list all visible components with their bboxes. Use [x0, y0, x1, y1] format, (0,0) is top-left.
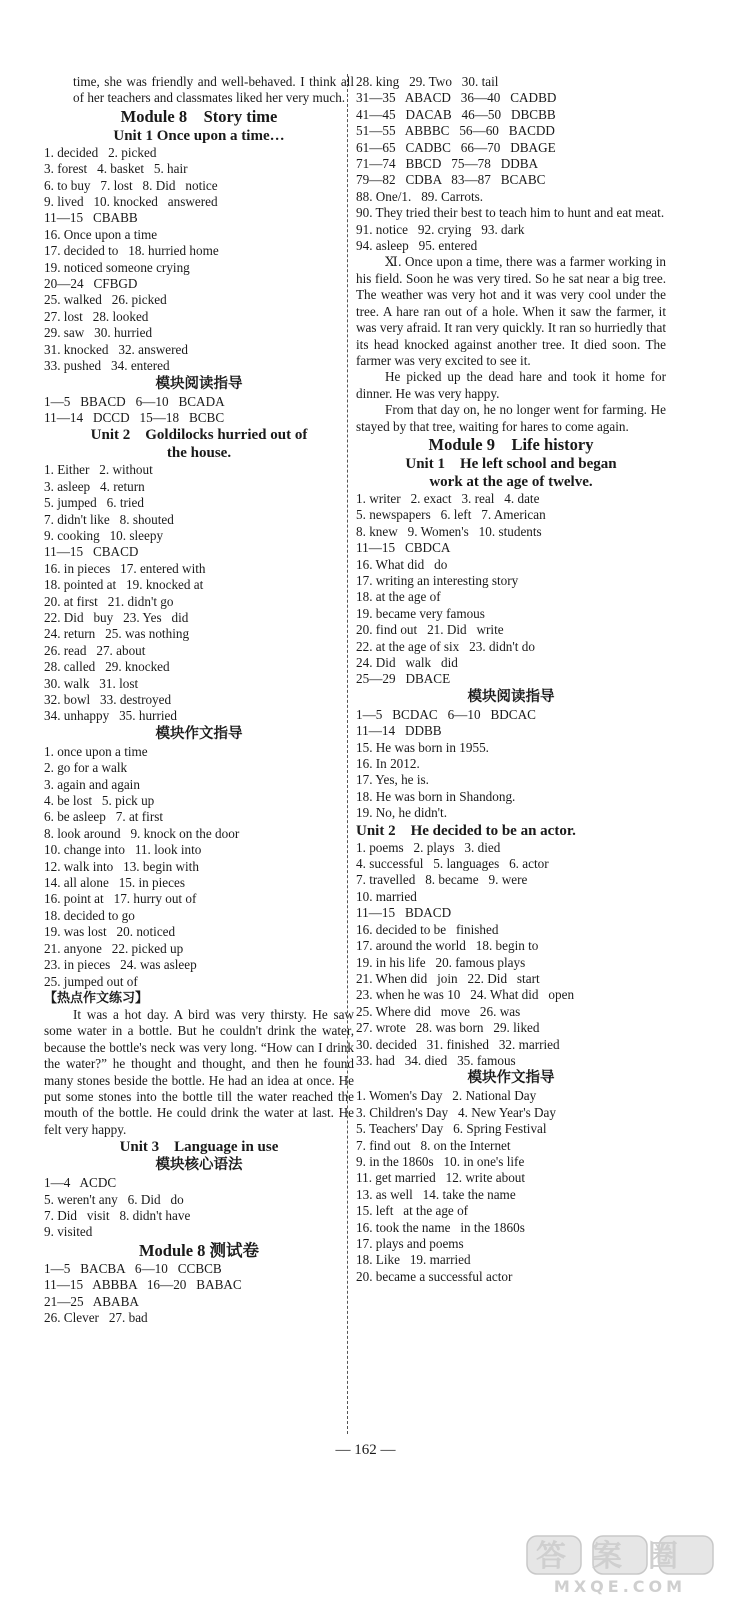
answer-line: 19. noticed someone crying [44, 259, 190, 275]
unit-heading: Unit 1 Once upon a time… [113, 127, 285, 144]
answer-line: 10. change into 11. look into [44, 842, 202, 858]
answer-line: 33. had 34. died 35. famous [356, 1052, 516, 1068]
watermark-logo [523, 1534, 723, 1596]
answer-line: 71—74 BBCD 75—78 DDBA [356, 156, 539, 172]
answer-line: 11—15 CBDCA [356, 540, 451, 556]
answer-line: 24. return 25. was nothing [44, 626, 190, 642]
answer-line: 20—24 CFBGD [44, 276, 138, 292]
answer-line: 8. knew 9. Women's 10. students [356, 523, 542, 539]
answer-line: 1. Women's Day 2. National Day [356, 1088, 537, 1104]
answer-line: 20. at first 21. didn't go [44, 593, 174, 609]
answer-line: 14. all alone 15. in pieces [44, 875, 185, 891]
unit-heading: Unit 2 He decided to be an actor. [356, 822, 576, 839]
essay-paragraph: He picked up the dead hare and took it home for dinner. He was very happy. [356, 369, 666, 401]
answer-line: 16. point at 17. hurry out of [44, 891, 197, 907]
answer-line: 11—15 CBACD [44, 544, 139, 560]
answer-line: 3. again and again [44, 776, 140, 792]
answer-line: 4. successful 5. languages 6. actor [356, 856, 549, 872]
page-number: — 162 — [335, 1442, 396, 1458]
answer-line: 1. Either 2. without [44, 462, 153, 478]
answer-line: 11—15 CBABB [44, 210, 138, 226]
answer-line: 5. weren't any 6. Did do [44, 1191, 184, 1207]
answer-line: 19. No, he didn't. [356, 805, 448, 821]
section-heading: 模块阅读指导 [155, 375, 243, 392]
answer-line: 5. newspapers 6. left 7. American [356, 507, 546, 523]
answer-line: 13. as well 14. take the name [356, 1186, 516, 1202]
answer-line: 88. One/1. 89. Carrots. [356, 188, 484, 204]
answer-line: 17. writing an interesting story [356, 572, 519, 588]
answer-line: 18. decided to go [44, 907, 135, 923]
answer-line: 1. decided 2. picked [44, 144, 157, 160]
answer-line: 25. Where did move 26. was [356, 1003, 521, 1019]
left-column [44, 74, 354, 1326]
answer-line: 17. decided to 18. hurried home [44, 243, 219, 259]
answer-line: 1—4 ACDC [44, 1175, 117, 1191]
answer-line: 2. go for a walk [44, 760, 128, 776]
answer-line: 1—5 BBACD 6—10 BCADA [44, 393, 225, 409]
answer-line: 34. unhappy 35. hurried [44, 708, 177, 724]
answer-line: 6. be asleep 7. at first [44, 809, 164, 825]
module-heading: Module 9 Life history [428, 434, 594, 454]
answer-line: 19. was lost 20. noticed [44, 924, 176, 940]
answer-line: 30. decided 31. finished 32. married [356, 1036, 560, 1052]
answer-line: 11—14 DCCD 15—18 BCBC [44, 409, 225, 425]
unit-heading: Unit 2 Goldilocks hurried out of [90, 427, 308, 444]
answer-line: 22. at the age of six 23. didn't do [356, 638, 535, 654]
answer-line: 16. decided to be finished [356, 921, 499, 937]
answer-line: 8. look around 9. knock on the door [44, 825, 240, 841]
answer-line: 26. read 27. about [44, 642, 146, 658]
answer-line: 27. lost 28. looked [44, 308, 149, 324]
answer-line: 18. Like 19. married [356, 1252, 471, 1268]
watermark-text-top: 答案圈 [536, 1539, 704, 1574]
answer-line: 16. took the name in the 1860s [356, 1219, 525, 1235]
unit-heading: the house. [166, 445, 232, 462]
answer-line: 21. anyone 22. picked up [44, 940, 184, 956]
answer-line: 79—82 CDBA 83—87 BCABC [356, 172, 546, 188]
answer-line: 19. became very famous [356, 605, 485, 621]
answer-line: 9. in the 1860s 10. in one's life [356, 1153, 525, 1169]
column-divider [347, 74, 348, 1434]
answer-line: 16. In 2012. [356, 756, 420, 772]
answer-line: 29. saw 30. hurried [44, 325, 153, 341]
answer-line: 11—15 BDACD [356, 905, 452, 921]
answer-line: 11. get married 12. write about [356, 1170, 526, 1186]
answer-line: 20. find out 21. Did write [356, 622, 504, 638]
section-heading: 模块作文指导 [155, 725, 243, 742]
right-column [356, 74, 666, 1285]
answer-line: 16. Once upon a time [44, 226, 158, 242]
answer-line: 4. be lost 5. pick up [44, 793, 155, 809]
answer-line: 1. once upon a time [44, 743, 148, 759]
answer-line: 16. What did do [356, 556, 448, 572]
unit-heading: Unit 1 He left school and began [405, 455, 617, 472]
answer-line: 9. cooking 10. sleepy [44, 527, 164, 543]
answer-line: 1—5 BCDAC 6—10 BDCAC [356, 706, 536, 722]
watermark-logo-icon [523, 1534, 723, 1596]
answer-line: 24. Did walk did [356, 655, 458, 670]
answer-line: 91. notice 92. crying 93. dark [356, 221, 525, 237]
answer-line: 6. to buy 7. lost 8. Did notice [44, 177, 218, 193]
answer-line: 23. when he was 10 24. What did open [356, 987, 575, 1003]
answer-line: 25. jumped out of [44, 973, 138, 989]
answer-line: 22. Did buy 23. Yes did [44, 609, 189, 625]
answer-line: 51—55 ABBBC 56—60 BACDD [356, 123, 555, 139]
answer-line: 5. jumped 6. tried [44, 495, 144, 511]
answer-line: 31—35 ABACD 36—40 CADBD [356, 90, 557, 106]
answer-line: 33. pushed 34. entered [44, 358, 170, 374]
section-heading: 模块阅读指导 [467, 688, 555, 705]
answer-line: 9. visited [44, 1224, 93, 1240]
answer-line: time, she was friendly and well-behaved. I think all of her teachers and classmates liked her very much. [73, 74, 354, 106]
section-heading: 【热点作文练习】 [44, 990, 149, 1006]
answer-line: 3. Children's Day 4. New Year's Day [356, 1104, 556, 1120]
answer-line: 25—29 DBACE [356, 671, 451, 687]
answer-line: 1. writer 2. exact 3. real 4. date [356, 490, 540, 506]
answer-line: 26. Clever 27. bad [44, 1310, 148, 1325]
answer-line: 17. plays and poems [356, 1236, 464, 1251]
answer-line: 23. in pieces 24. was asleep [44, 957, 197, 973]
answer-line: 1. poems 2. plays 3. died [356, 839, 501, 855]
answer-line: 5. Teachers' Day 6. Spring Festival [356, 1121, 547, 1137]
answer-line: 11—14 DDBB [356, 723, 442, 739]
answer-line: 19. in his life 20. famous plays [356, 954, 526, 970]
essay-paragraph: From that day on, he no longer went for farming. He stayed by that tree, waiting for hares to come again. [356, 402, 666, 434]
answer-line: 30. walk 31. lost [44, 675, 139, 691]
answer-line: 27. wrote 28. was born 29. liked [356, 1020, 540, 1036]
answer-line: 41—45 DACAB 46—50 DBCBB [356, 106, 556, 122]
answer-line: 7. find out 8. on the Internet [356, 1137, 511, 1153]
answer-line: 17. around the world 18. begin to [356, 938, 539, 954]
answer-line: 28. called 29. knocked [44, 659, 170, 675]
answer-line: 21—25 ABABA [44, 1293, 139, 1309]
answer-line: 31. knocked 32. answered [44, 341, 188, 357]
unit-heading: Unit 3 Language in use [119, 1139, 279, 1156]
answer-line: 20. became a successful actor [356, 1268, 513, 1284]
answer-line: 3. asleep 4. return [44, 478, 145, 494]
section-heading: 模块核心语法 [155, 1157, 243, 1174]
watermark-text-bottom: MXQE.COM [553, 1577, 687, 1596]
answer-line: 61—65 CADBC 66—70 DBAGE [356, 139, 556, 155]
answer-line: 28. king 29. Two 30. tail [356, 74, 499, 89]
answer-line: 17. Yes, he is. [356, 772, 429, 788]
module-heading: Module 8 测试卷 [138, 1240, 260, 1260]
essay-paragraph: It was a hot day. A bird was very thirsty. He saw some water in a bottle. But he couldn't drink the water, because the bottle's neck was very long. “How can I drink the water?” he thought and thought, and then he found many stones beside the bottle. He had an idea at once. He put some stones into the bottle till the water reached the mouth of the bottle. He could drink the water at last. He felt very happy. [44, 1006, 354, 1137]
answer-line: 94. asleep 95. entered [356, 238, 478, 254]
answer-line: 15. left at the age of [356, 1203, 469, 1219]
essay-paragraph: Ⅺ. Once upon a time, there was a farmer working in his field. Soon he was very tired. So he sat near a big tree. The weather was very hot and it was very cool under the tree. A hare ran out of a hole. When it saw the farmer, it was very afraid. It ran very quickly. It ran so hurriedly that its head knocked against another tree. It died soon. The farmer was very excited to see it. [356, 254, 666, 368]
answer-line: 1—5 BACBA 6—10 CCBCB [44, 1260, 222, 1276]
answer-line: 3. forest 4. basket 5. hair [44, 161, 188, 177]
answer-line: 15. He was born in 1955. [356, 739, 489, 755]
answer-line: 9. lived 10. knocked answered [44, 194, 218, 210]
answer-line: 7. Did visit 8. didn't have [44, 1207, 191, 1223]
answer-line: 25. walked 26. picked [44, 292, 167, 308]
module-heading: Module 8 Story time [120, 106, 278, 126]
answer-line: 11—15 ABBBA 16—20 BABAC [44, 1277, 242, 1293]
answer-line: 18. at the age of [356, 589, 441, 605]
answer-line: 32. bowl 33. destroyed [44, 692, 172, 707]
answer-line: 16. in pieces 17. entered with [44, 560, 206, 576]
answer-line: 7. didn't like 8. shouted [44, 511, 174, 527]
answer-line: 12. walk into 13. begin with [44, 858, 199, 874]
unit-heading: work at the age of twelve. [429, 473, 593, 490]
answer-line: 18. He was born in Shandong. [356, 788, 516, 804]
answer-line: 10. married [356, 888, 417, 904]
section-heading: 模块作文指导 [467, 1070, 555, 1087]
answer-line: 21. When did join 22. Did start [356, 970, 540, 986]
answer-line: 18. pointed at 19. knocked at [44, 577, 204, 593]
answer-line: 7. travelled 8. became 9. were [356, 872, 528, 888]
answer-line: 90. They tried their best to teach him to hunt and eat meat. [356, 205, 665, 221]
